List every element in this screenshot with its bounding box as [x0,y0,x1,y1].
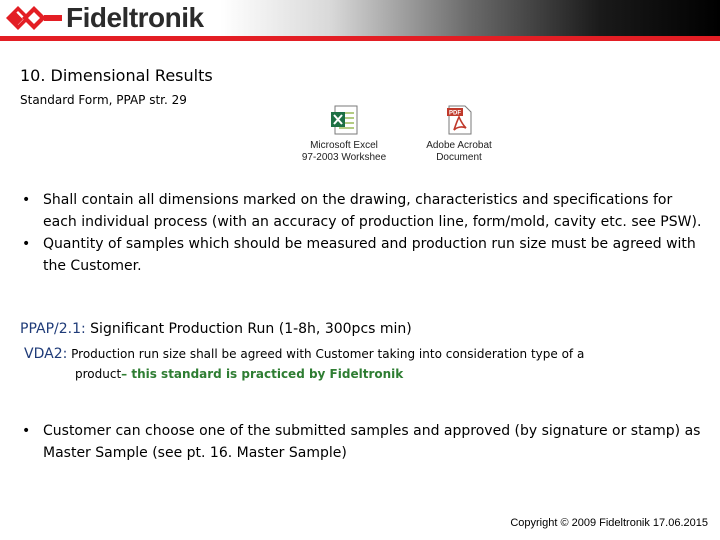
requirements-list [22,189,702,277]
excel-icon [329,104,359,136]
brand-name: Fideltronik [66,2,204,33]
master-sample-list [22,420,702,464]
vda-highlight: – this standard is practiced by Fideltronik [121,367,404,381]
list-item-text: Quantity of samples which should be measured and production run size must be agreed with the Customer. [43,236,696,274]
pdf-caption-line2: Document [436,152,482,163]
vda-requirement [24,344,664,384]
list-item [22,189,702,233]
copyright-footer: Copyright © 2009 Fideltronik 17.06.2015 [510,517,708,529]
excel-caption-line2: 97-2003 Workshee [301,152,387,163]
header-divider [0,36,720,41]
ppap-text: Significant Production Run (1-8h, 300pcs min) [85,321,412,337]
ppap-label: PPAP/2.1: [20,321,86,337]
vda-text: Production run size shall be agreed with Customer taking into consideration type of a [67,347,585,361]
page-title: 10. Dimensional Results [20,66,213,85]
list-item-text: Customer can choose one of the submitted samples and approved (by signature or stamp) as Master Sample (see pt. 16. Master Sample) [43,423,701,461]
list-item [22,420,702,464]
bullet-icon: • [22,192,31,208]
vda-label: VDA2: [24,346,68,362]
bullet-icon: • [22,423,31,439]
excel-caption-line1: Microsoft Excel [310,140,378,151]
ppap-requirement [20,319,412,339]
fideltronik-logo-icon [4,4,64,32]
list-item-text: Shall contain all dimensions marked on the drawing, characteristics and specifications for each individual process (with an accuracy of production line, form/mold, cavity etc. see PSW). [43,192,702,230]
pdf-caption-line1: Adobe Acrobat [426,140,492,151]
page-subtitle: Standard Form, PPAP str. 29 [20,93,187,107]
bullet-icon: • [22,236,31,252]
header-bar [0,0,720,36]
excel-attachment[interactable] [298,104,390,164]
pdf-attachment[interactable] [416,104,502,164]
pdf-icon [444,104,474,136]
list-item [22,233,702,277]
svg-text:PDF: PDF [449,110,461,117]
vda-text-continued: product [75,367,122,381]
